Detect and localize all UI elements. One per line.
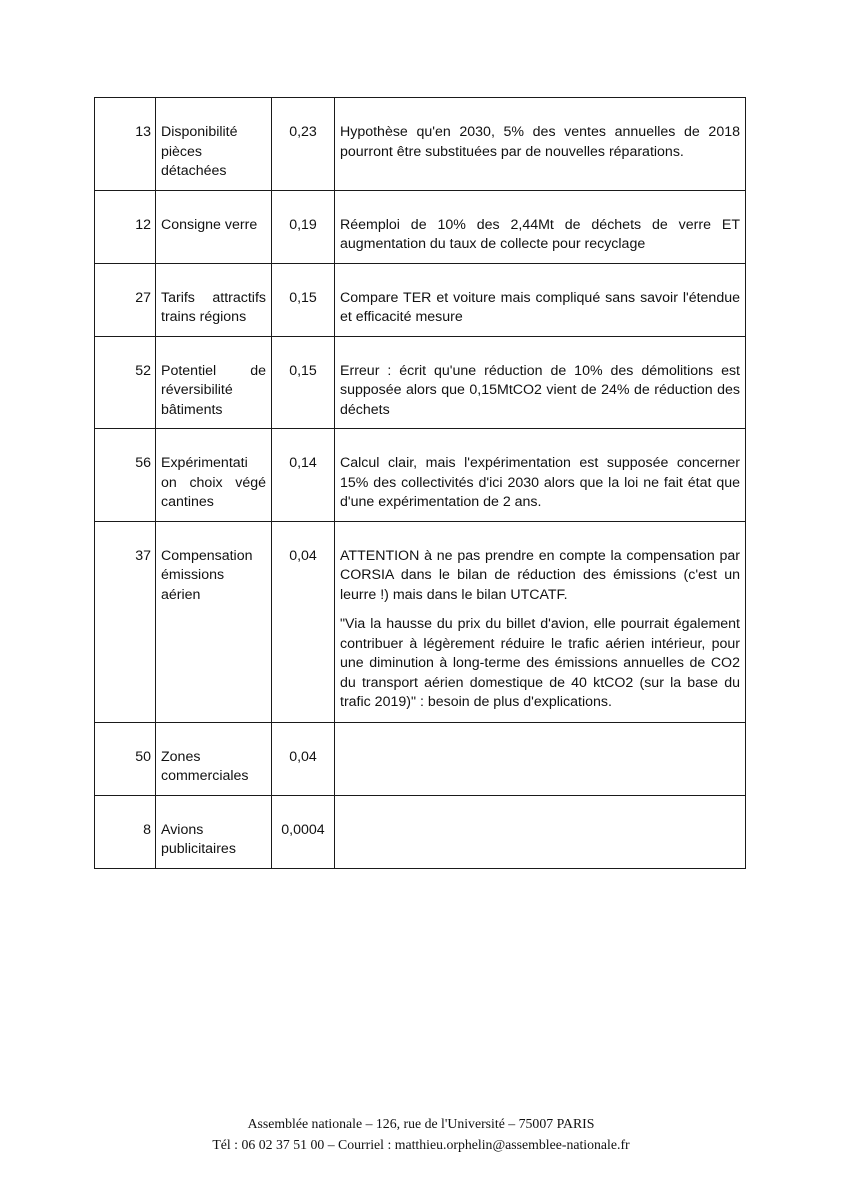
measure-number: 27 xyxy=(95,263,156,336)
measure-name-cell xyxy=(156,98,272,191)
measure-comment-cell xyxy=(335,190,746,263)
measure-comment: Hypothèse qu'en 2030, 5% des ventes annuelles de 2018 pourront être substituées par de nouvelles réparations. xyxy=(340,124,740,160)
measure-name: Avions publicitaires xyxy=(161,821,236,857)
measure-comment: Réemploi de 10% des 2,44Mt de déchets de verre ET augmentation du taux de collecte pour recyclage xyxy=(340,216,740,252)
measure-comment: "Via la hausse du prix du billet d'avion, elle pourrait également contribuer à légèrement réduire le trafic aérien intérieur, pour une diminution à long-terme des émissions annuelles de CO2 du transport aérien domestique de 40 ktCO2 (sur la base du trafic 2019)" : besoin de plus d'explications. xyxy=(340,616,740,710)
measure-name-cell xyxy=(156,263,272,336)
measure-name: Compensation émissions aérien xyxy=(161,547,253,603)
measure-name: Tarifs attractifs trains régions xyxy=(161,289,266,325)
measure-name: Potentiel de réversibilité bâtiments xyxy=(161,362,266,418)
measure-name: Consigne verre xyxy=(161,216,258,233)
table-row xyxy=(95,263,746,336)
measure-name-cell xyxy=(156,795,272,868)
measure-comment-cell xyxy=(335,98,746,191)
measure-comment-cell xyxy=(335,336,746,429)
measure-value: 0,23 xyxy=(272,98,335,191)
measure-number: 12 xyxy=(95,190,156,263)
measure-value: 0,0004 xyxy=(272,795,335,868)
footer-contact: Tél : 06 02 37 51 00 – Courriel : matthieu.orphelin@assemblee-nationale.fr xyxy=(212,1137,630,1152)
measure-comment-cell xyxy=(335,722,746,795)
measure-name-cell xyxy=(156,722,272,795)
measure-number: 56 xyxy=(95,429,156,522)
measure-comment-cell xyxy=(335,429,746,522)
page-footer xyxy=(0,1113,842,1155)
table-row xyxy=(95,429,746,522)
footer-address: Assemblée nationale – 126, rue de l'Université – 75007 PARIS xyxy=(247,1116,595,1131)
measure-number: 8 xyxy=(95,795,156,868)
measures-table xyxy=(94,97,746,869)
measure-number: 50 xyxy=(95,722,156,795)
table-row xyxy=(95,98,746,191)
measure-name: Zones commerciales xyxy=(161,748,249,784)
measure-comment-cell xyxy=(335,795,746,868)
measure-value: 0,19 xyxy=(272,190,335,263)
table-row xyxy=(95,795,746,868)
measure-number: 37 xyxy=(95,521,156,722)
table-row xyxy=(95,521,746,722)
measure-number: 52 xyxy=(95,336,156,429)
measure-name: Expérimentati on choix végé cantines xyxy=(161,455,266,510)
measures-table-body xyxy=(95,98,746,869)
measure-value: 0,04 xyxy=(272,722,335,795)
measure-comment: ATTENTION à ne pas prendre en compte la compensation par CORSIA dans le bilan de réduction des émissions (c'est un leurre !) mais dans le bilan UTCATF. xyxy=(340,547,740,603)
measure-number: 13 xyxy=(95,98,156,191)
measure-value: 0,04 xyxy=(272,521,335,722)
measure-name-cell xyxy=(156,190,272,263)
measure-name-cell xyxy=(156,521,272,722)
measure-comment-cell xyxy=(335,521,746,722)
measure-name-cell xyxy=(156,336,272,429)
measure-comment: Calcul clair, mais l'expérimentation est supposée concerner 15% des collectivités d'ici 2030 alors que la loi ne fait état que d'une expérimentation de 2 ans. xyxy=(340,455,740,510)
measure-name: Disponibilité pièces détachées xyxy=(161,124,238,179)
table-row xyxy=(95,722,746,795)
measure-comment-cell xyxy=(335,263,746,336)
measure-comment: Erreur : écrit qu'une réduction de 10% des démolitions est supposée alors que 0,15MtCO2 vient de 24% de réduction des déchets xyxy=(340,362,740,418)
measure-value: 0,15 xyxy=(272,263,335,336)
measure-value: 0,14 xyxy=(272,429,335,522)
table-row xyxy=(95,190,746,263)
measure-value: 0,15 xyxy=(272,336,335,429)
table-row xyxy=(95,336,746,429)
measure-comment: Compare TER et voiture mais compliqué sans savoir l'étendue et efficacité mesure xyxy=(340,289,740,325)
measure-name-cell xyxy=(156,429,272,522)
